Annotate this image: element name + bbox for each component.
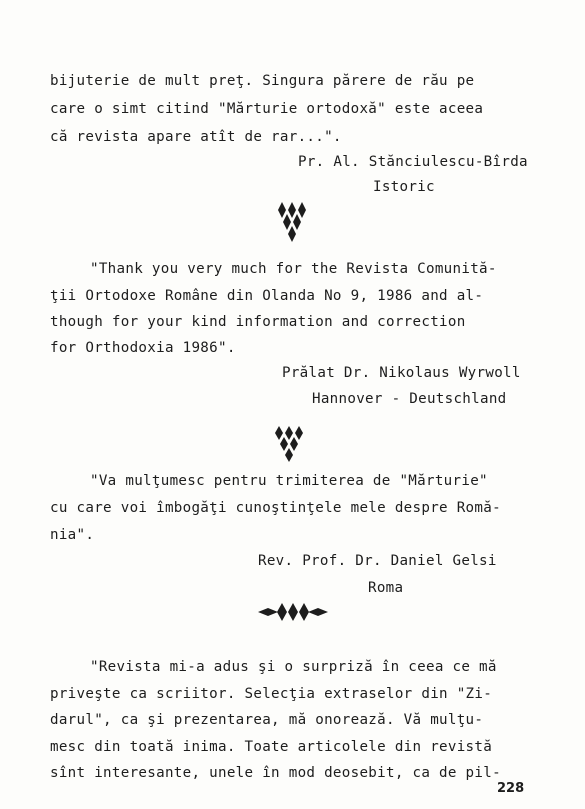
quote3-line-2: cu care voi îmbogăţi cunoştinţele mele despre Romă- [50, 500, 501, 516]
quote1-line-3: că revista apare atît de rar...". [50, 129, 342, 145]
quote3-line-1: "Va mulţumesc pentru trimiterea de "Mărturie" [90, 473, 488, 489]
quote4-line-5: sînt interesante, unele în mod deosebit, ca de pil- [50, 765, 501, 781]
quote1-line-1: bijuterie de mult preţ. Singura părere de rău pe [50, 73, 475, 89]
quote1-place: Istoric [373, 179, 435, 195]
quote4-line-4: mesc din toată inima. Toate articolele din revistă [50, 739, 493, 755]
diamond-row-icon [256, 601, 330, 623]
page-number: 228 [497, 781, 525, 796]
quote4-line-1: "Revista mi-a adus şi o surpriză în ceea ce mă [90, 659, 497, 675]
quote3-line-3: nia". [50, 527, 95, 543]
quote3-place: Roma [368, 580, 404, 596]
quote2-line-3: though for your kind information and correction [50, 314, 466, 330]
quote3-author: Rev. Prof. Dr. Daniel Gelsi [258, 553, 497, 569]
quote2-author: Prălat Dr. Nikolaus Wyrwoll [282, 365, 521, 381]
quote1-author: Pr. Al. Stănciulescu-Bîrda [298, 154, 528, 170]
diamond-cluster-icon [273, 200, 311, 248]
quote4-line-2: priveşte ca scriitor. Selecţia extraselor din "Zi- [50, 686, 493, 702]
quote2-place: Hannover - Deutschland [312, 391, 507, 407]
quote2-line-4: for Orthodoxia 1986". [50, 340, 236, 356]
quote2-line-2: ţii Ortodoxe Române din Olanda No 9, 1986 and al- [50, 288, 484, 304]
quote4-line-3: darul", ca şi prezentarea, mă onorează. Vă mulţu- [50, 712, 484, 728]
quote1-line-2: care o simt citind "Mărturie ortodoxă" este aceea [50, 101, 484, 117]
quote2-line-1: "Thank you very much for the Revista Comunită- [90, 261, 497, 277]
diamond-cluster-icon [271, 424, 307, 468]
